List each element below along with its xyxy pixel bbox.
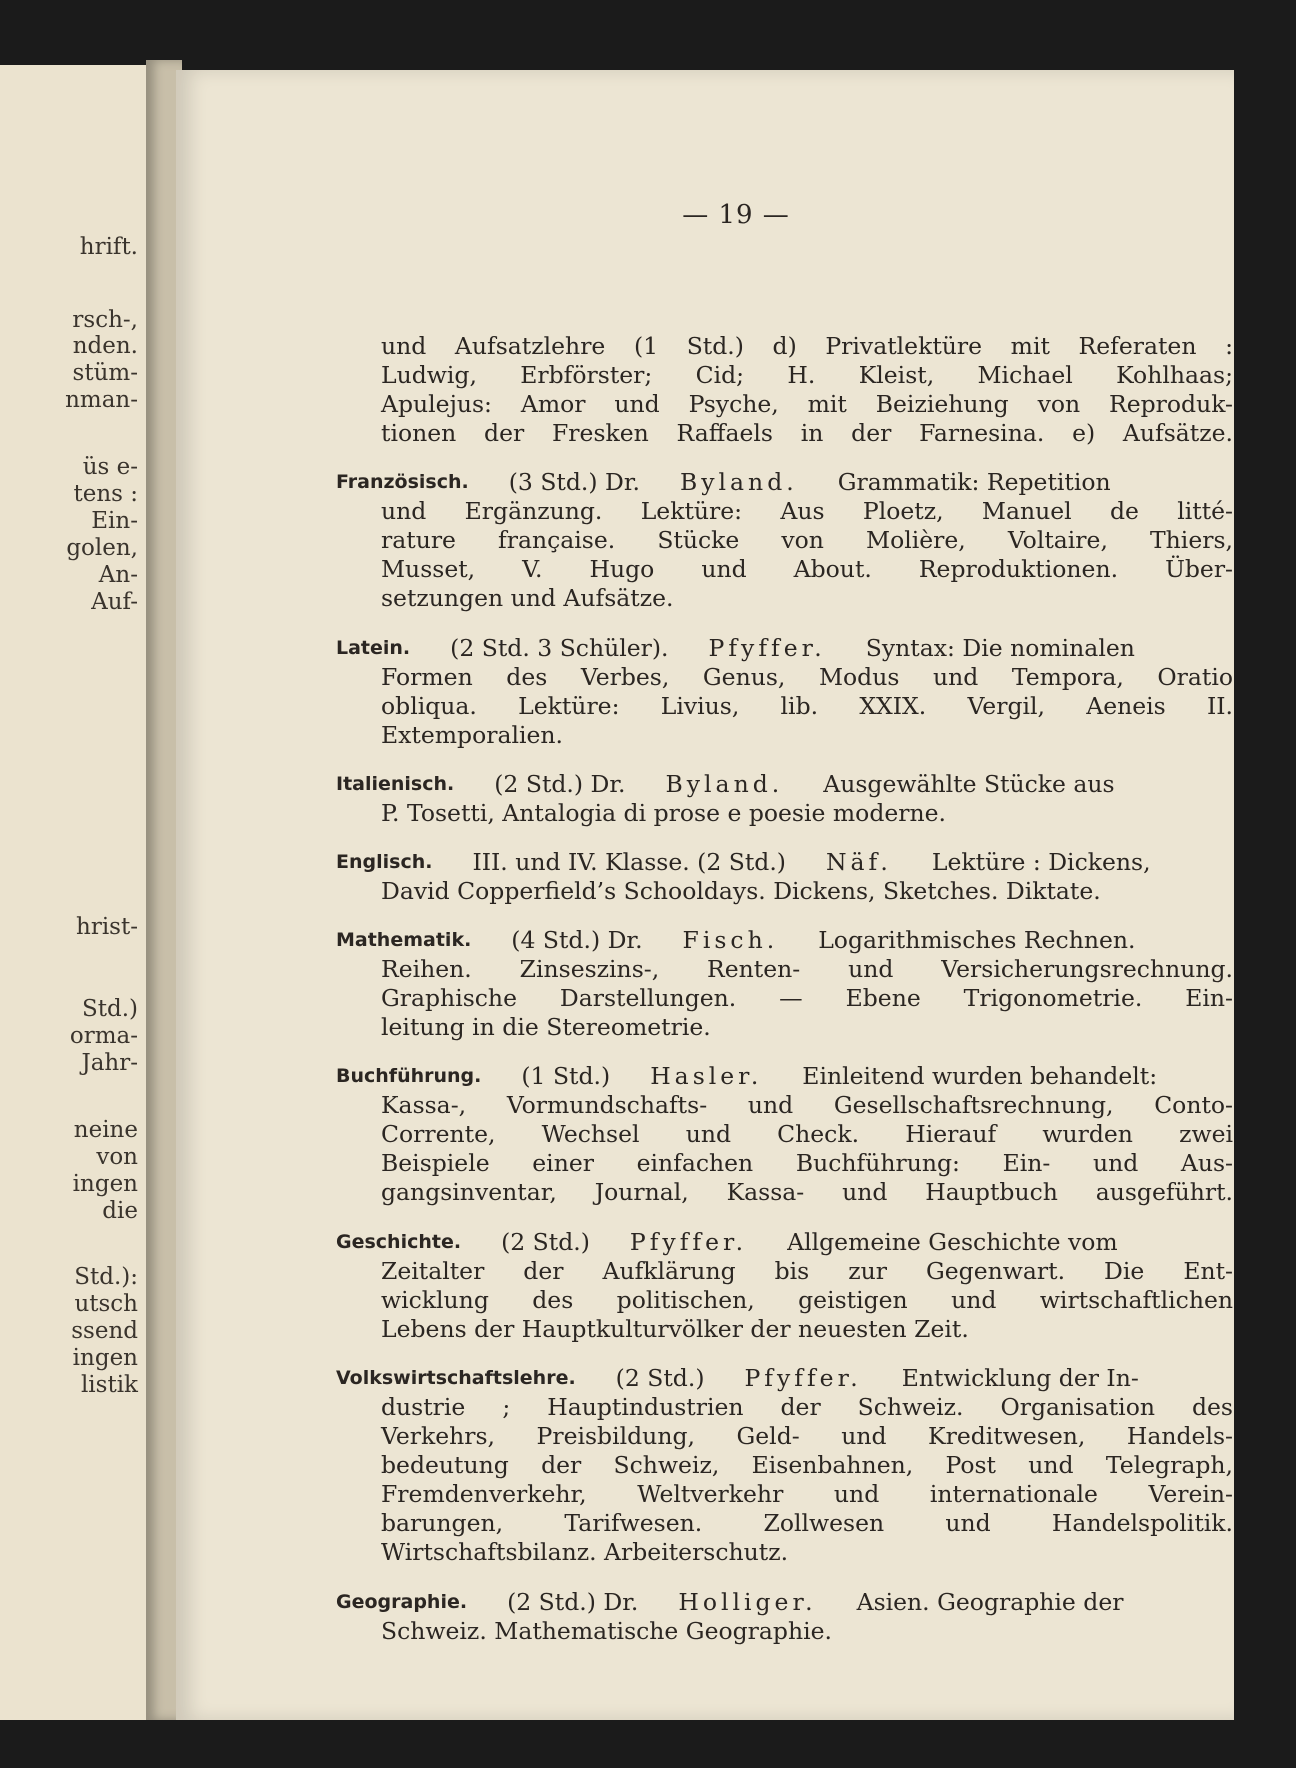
text-line: Zeitalter der Aufklärung bis zur Gegenwart. Die Ent- [381,1257,1233,1285]
teacher-name: Byland. [665,770,784,798]
section-text: Entwicklung der In- [901,1364,1139,1392]
text-line: Graphische Darstellungen. — Ebene Trigonometrie. Ein- [381,984,1233,1012]
left-fragment: üs e- [82,454,138,480]
text-line: bedeutung der Schweiz, Eisenbahnen, Post und Telegraph, [381,1451,1233,1479]
teacher-name: Näf. [825,848,892,876]
left-fragment: Std.) [81,996,138,1022]
teacher-name: Hasler. [650,1062,763,1090]
text-line: Formen des Verbes, Genus, Modus und Tempora, Oratio [381,663,1233,691]
text-line: P. Tosetti, Antalogia di prose e poesie moderne. [381,799,947,827]
section-heading: Italienisch. [336,773,455,795]
section-meta: (1 Std.) [521,1062,611,1090]
section-italienisch [336,770,1115,799]
text-line: Lebens der Hauptkulturvölker der neuesten Zeit. [381,1315,969,1343]
section-mathematik [336,926,1135,955]
section-heading: Latein. [336,637,411,659]
page-number: — 19 — [682,200,790,230]
section-text: Einleitend wurden behandelt: [802,1062,1158,1090]
section-text: Lektüre : Dickens, [931,848,1151,876]
text-line: Verkehrs, Preisbildung, Geld- und Kreditwesen, Handels- [381,1422,1233,1450]
left-fragment: die [102,1198,138,1224]
section-heading: Französisch. [336,471,469,493]
section-geographie [336,1588,1124,1617]
left-fragment: rsch-, [72,307,138,333]
text-line: Corrente, Wechsel und Check. Hierauf wurden zwei [381,1120,1233,1148]
section-text: Ausgewählte Stücke aus [823,770,1115,798]
section-meta: III. und IV. Klasse. (2 Std.) [472,848,786,876]
text-line: Beispiele einer einfachen Buchführung: Ein- und Aus- [381,1149,1233,1177]
text-line: tionen der Fresken Raffaels in der Farnesina. e) Aufsätze. [381,419,1233,447]
left-fragment: listik [80,1372,138,1398]
text-line: leitung in die Stereometrie. [381,1013,711,1041]
section-heading: Mathematik. [336,929,472,951]
text-line: und Aufsatzlehre (1 Std.) d) Privatlektüre mit Referaten : [381,332,1233,360]
left-fragment: Ein- [91,508,138,534]
left-fragment: Jahr- [81,1050,138,1076]
text-line: setzungen und Aufsätze. [381,584,674,612]
section-text: Grammatik: Repetition [837,468,1111,496]
left-fragment: tens : [73,481,138,507]
text-line: David Copperfield’s Schooldays. Dickens, Sketches. Diktate. [381,877,1101,905]
teacher-name: Fisch. [682,926,779,954]
section-volkswirtschaft [336,1364,1139,1393]
left-fragment: hrift. [79,234,138,260]
left-fragment: golen, [66,535,138,561]
section-text: Asien. Geographie der [856,1588,1124,1616]
text-line: rature française. Stücke von Molière, Voltaire, Thiers, [381,526,1233,554]
left-fragment: utsch [74,1291,138,1317]
section-text: Logarithmisches Rechnen. [818,926,1136,954]
teacher-name: Holliger. [678,1588,817,1616]
teacher-name: Byland. [679,468,798,496]
text-line: Apulejus: Amor und Psyche, mit Beiziehung von Reproduk- [381,390,1233,418]
section-heading: Geschichte. [336,1231,462,1253]
text-line: Wirtschaftsbilanz. Arbeiterschutz. [381,1538,789,1566]
section-meta: (2 Std.) [501,1228,590,1256]
teacher-name: Pfyffer. [708,634,826,662]
text-line: und Ergänzung. Lektüre: Aus Ploetz, Manuel de litté- [381,497,1233,525]
left-fragment: nden. [72,333,138,359]
text-line: obliqua. Lektüre: Livius, lib. XXIX. Vergil, Aeneis II. [381,692,1233,720]
text-line: gangsinventar, Journal, Kassa- und Hauptbuch ausgeführt. [381,1178,1233,1206]
right-page [176,70,1234,1720]
text-line: Kassa-, Vormundschafts- und Gesellschaftsrechnung, Conto- [381,1091,1233,1119]
section-englisch [336,848,1151,877]
left-fragment: hrist- [76,914,138,940]
section-heading: Englisch. [336,851,433,873]
teacher-name: Pfyffer. [629,1228,748,1256]
left-fragment: Auf- [91,589,138,615]
left-fragment: stüm- [72,360,138,386]
text-line: Reihen. Zinseszins-, Renten- und Versicherungsrechnung. [381,955,1233,983]
left-fragment: Std.): [74,1264,138,1290]
section-text: Syntax: Die nominalen [865,634,1135,662]
section-meta: (2 Std. 3 Schüler). [450,634,669,662]
section-meta: (2 Std.) Dr. [494,770,626,798]
section-geschichte [336,1228,1118,1257]
text-line: Musset, V. Hugo und About. Reproduktionen. Über- [381,555,1233,583]
section-meta: (4 Std.) Dr. [511,926,643,954]
text-line: wicklung des politischen, geistigen und wirtschaftlichen [381,1286,1233,1314]
left-fragment: An- [98,562,138,588]
section-meta: (2 Std.) Dr. [507,1588,639,1616]
text-line: dustrie ; Hauptindustrien der Schweiz. Organisation des [381,1393,1233,1421]
section-latein [336,634,1135,663]
left-fragment: von [96,1144,138,1170]
section-heading: Volkswirtschaftslehre. [336,1367,576,1389]
section-text: Allgemeine Geschichte vom [787,1228,1118,1256]
left-fragment: ssend [71,1318,138,1344]
left-fragment: ingen [72,1171,138,1197]
section-buchfuehrung [336,1062,1157,1091]
left-fragment: ingen [72,1345,138,1371]
teacher-name: Pfyffer. [744,1364,862,1392]
section-heading: Buchführung. [336,1065,482,1087]
text-line: Fremdenverkehr, Weltverkehr und internationale Verein- [381,1480,1233,1508]
text-line: Extemporalien. [381,721,564,749]
text-line: barungen, Tarifwesen. Zollwesen und Handelspolitik. [381,1509,1233,1537]
left-fragment: neine [73,1117,138,1143]
section-heading: Geographie. [336,1591,468,1613]
text-line: Ludwig, Erbförster; Cid; H. Kleist, Michael Kohlhaas; [381,361,1233,389]
left-fragment: orma- [69,1023,138,1049]
left-fragment: nman- [65,387,138,413]
text-line: Schweiz. Mathematische Geographie. [381,1617,832,1645]
section-meta: (2 Std.) [615,1364,705,1392]
section-meta: (3 Std.) Dr. [508,468,640,496]
section-franzoesisch [336,468,1111,497]
left-page [0,65,146,1720]
